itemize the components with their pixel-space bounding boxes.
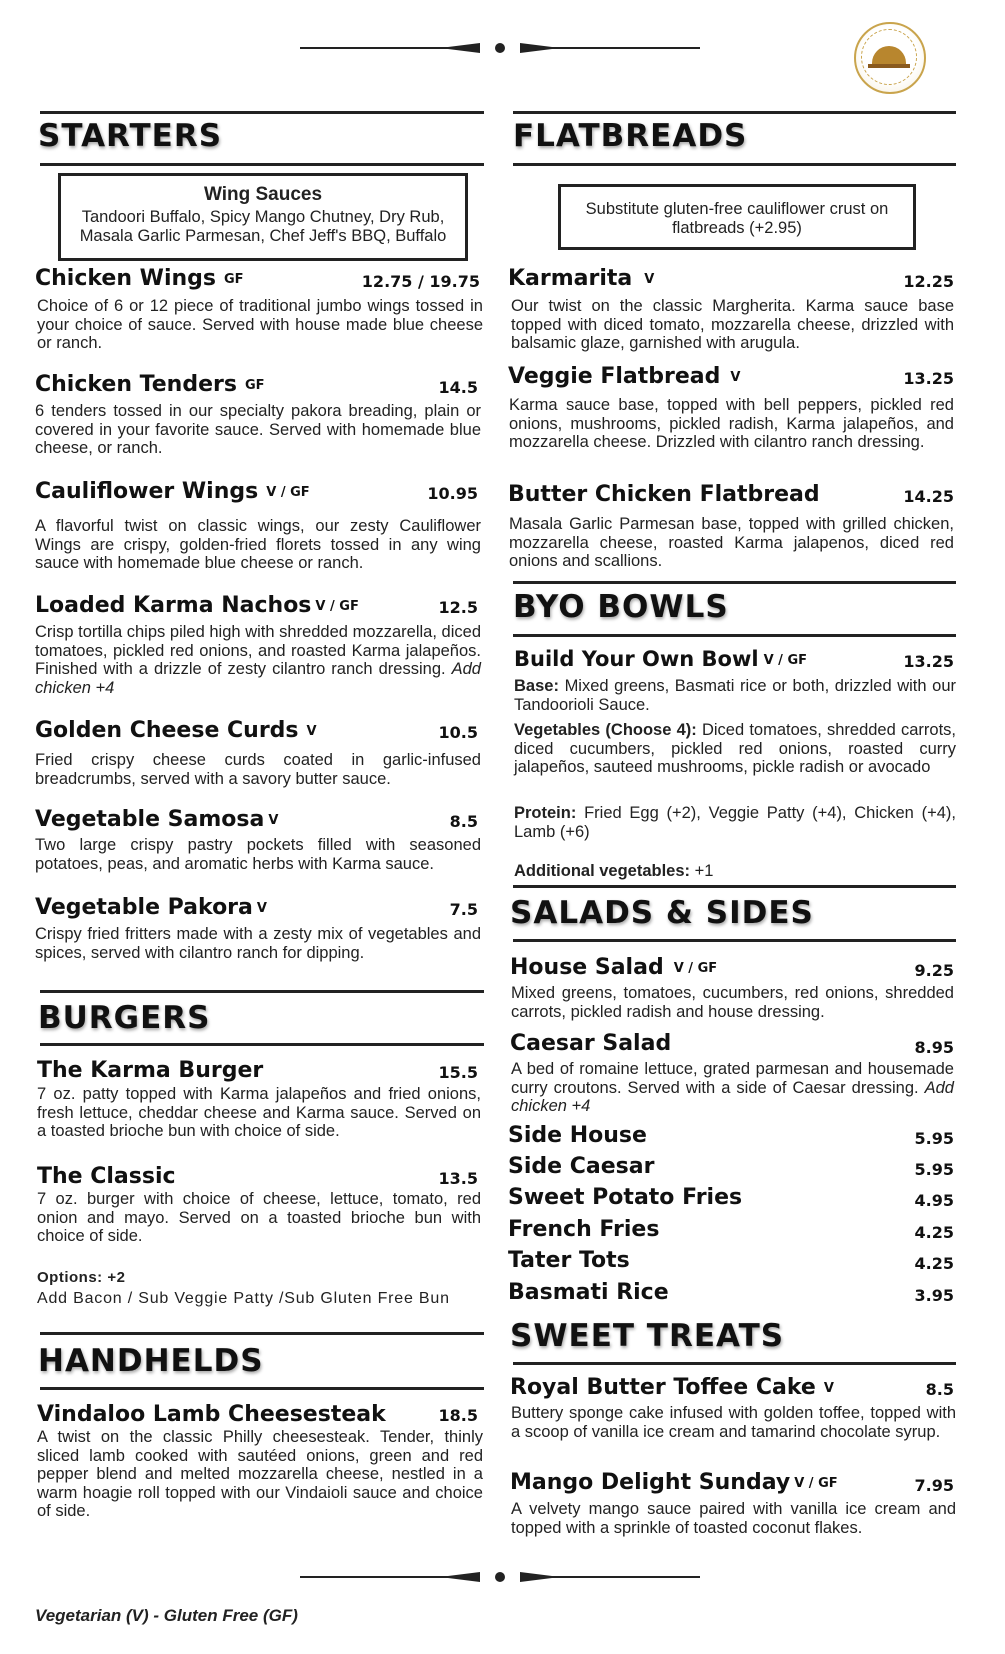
menu-item-description: Fried crispy cheese curds coated in garlic-infused breadcrumbs, served with a savory butter sauce. (35, 751, 481, 788)
menu-item-price: 15.5 (438, 1063, 478, 1082)
side-item-name: Sweet Potato Fries (508, 1185, 743, 1210)
divider (40, 1043, 484, 1046)
menu-item-name: Cauliflower Wings V / GF (35, 479, 310, 504)
bowl-base: Base: Mixed greens, Basmati rice or both, drizzled with our Tandoorioli Sauce. (514, 677, 957, 714)
menu-item-name: Chicken Tenders GF (35, 372, 265, 397)
side-item-name: Basmati Rice (508, 1280, 669, 1305)
menu-item-description: Our twist on the classic Margherita. Karma sauce base topped with diced tomato, mozzarella cheese, drizzled with balsamic glaze, garnished with arugula. (511, 297, 954, 352)
menu-item-name: The Karma Burger (37, 1058, 264, 1083)
section-title-starters: STARTERS (38, 118, 223, 154)
menu-item-price: 12.75 / 19.75 (361, 272, 480, 291)
menu-item-description: 7 oz. patty topped with Karma jalapeños and fried onions, fresh lettuce, cheddar cheese and Karma sauce. Served on a toasted brioche bun with choice of side. (37, 1085, 481, 1140)
section-title-sweet-treats: SWEET TREATS (510, 1318, 785, 1354)
menu-item-description: Masala Garlic Parmesan base, topped with grilled chicken, mozzarella cheese, roasted Karma jalapenos, diced red onions and scallions. (509, 515, 954, 570)
side-item-price: 4.25 (914, 1254, 954, 1273)
menu-item-price: 12.5 (438, 598, 478, 617)
menu-item-name: The Classic (37, 1164, 176, 1189)
menu-item-price: 7.95 (914, 1476, 954, 1495)
side-item-price: 3.95 (914, 1286, 954, 1305)
menu-item-description: 6 tenders tossed in our specialty pakora breading, plain or covered in your favorite sauce. Served with homemade blue cheese, or ranch. (35, 402, 481, 457)
menu-item-price: 14.25 (903, 487, 954, 506)
top-ornament (300, 38, 700, 58)
divider (40, 990, 484, 993)
menu-item-name: Karmarita V (508, 266, 655, 291)
menu-item-name: Mango Delight Sunday V / GF (510, 1470, 838, 1495)
menu-item-name: Build Your Own Bowl V / GF (514, 647, 807, 671)
divider (513, 581, 956, 584)
divider (40, 1387, 484, 1390)
menu-item-name: Vegetable Samosa V (35, 807, 279, 832)
menu-item-price: 18.5 (438, 1406, 478, 1425)
side-item-price: 5.95 (914, 1129, 954, 1148)
side-item-price: 4.25 (914, 1223, 954, 1242)
menu-item-price: 8.95 (914, 1038, 954, 1057)
divider (513, 111, 956, 114)
menu-item-name: Veggie Flatbread V (508, 364, 741, 389)
bowl-protein: Protein: Fried Egg (+2), Veggie Patty (+4), Chicken (+4), Lamb (+6) (514, 804, 956, 841)
menu-item-name: Chicken Wings GF (35, 266, 244, 291)
menu-item-name: Loaded Karma Nachos V / GF (35, 593, 359, 618)
side-item-name: Side Caesar (508, 1154, 655, 1179)
menu-item-price: 10.5 (438, 723, 478, 742)
menu-item-price: 10.95 (427, 484, 478, 503)
flatbread-note-text: Substitute gluten-free cauliflower crust on flatbreads (+2.95) (585, 200, 889, 237)
side-item-name: Side House (508, 1123, 647, 1148)
menu-item-description: Crisp tortilla chips piled high with shredded mozzarella, diced tomatoes, pickled red onions, and roasted Karma jalapeños. Finished with a drizzle of zesty cilantro ranch dressing. Add chicken +4 (35, 623, 481, 697)
menu-item-description: Buttery sponge cake infused with golden toffee, topped with a scoop of vanilla ice cream and tamarind chocolate syrup. (511, 1404, 956, 1441)
side-item-name: French Fries (508, 1217, 660, 1242)
menu-item-price: 8.5 (449, 812, 478, 831)
menu-item-description: 7 oz. burger with choice of cheese, lettuce, tomato, red onion and mayo. Served on a toasted brioche bun with choice of side. (37, 1190, 481, 1245)
bowl-vegetables: Vegetables (Choose 4): Diced tomatoes, shredded carrots, diced cucumbers, pickled red onions, roasted curry jalapeños, sauteed mushrooms, pickle radish or avocado (514, 721, 956, 776)
menu-item-name: Golden Cheese Curds V (35, 718, 317, 743)
divider (513, 634, 956, 637)
menu-item-price: 9.25 (914, 961, 954, 980)
menu-item-price: 14.5 (438, 378, 478, 397)
menu-item-description: Two large crispy pastry pockets filled with seasoned potatoes, peas, and aromatic herbs with Karma sauce. (35, 836, 481, 873)
wing-sauces-title: Wing Sauces (203, 184, 323, 205)
section-title-burgers: BURGERS (38, 1000, 211, 1036)
menu-item-description: Choice of 6 or 12 piece of traditional jumbo wings tossed in your choice of sauce. Served with house made blue cheese or ranch. (37, 297, 483, 352)
burger-options-label: Options: +2 (37, 1269, 126, 1286)
flatbread-note-box (558, 184, 916, 250)
bottom-ornament (300, 1567, 700, 1587)
restaurant-logo (854, 22, 926, 94)
bowl-additional: Additional vegetables: +1 (514, 862, 714, 880)
divider (513, 885, 956, 888)
menu-item-price: 13.25 (903, 652, 954, 671)
side-item-name: Tater Tots (508, 1248, 630, 1273)
menu-item-description: Crispy fried fritters made with a zesty mix of vegetables and spices, served with cilantro ranch for dipping. (35, 925, 481, 962)
wing-sauces-box (58, 173, 468, 261)
menu-item-description: A velvety mango sauce paired with vanilla ice cream and topped with a sprinkle of toasted coconut flakes. (511, 1500, 956, 1537)
section-title-salads-sides: SALADS & SIDES (510, 895, 814, 931)
divider (513, 1362, 956, 1365)
divider (40, 1332, 484, 1335)
menu-item-name: Caesar Salad (510, 1031, 672, 1056)
menu-item-description: Mixed greens, tomatoes, cucumbers, red onions, shredded carrots, pickled radish and house dressing. (511, 984, 954, 1021)
menu-item-description: A bed of romaine lettuce, grated parmesan and housemade curry croutons. Served with a side of Caesar dressing. Add chicken +4 (511, 1060, 954, 1115)
menu-item-price: 12.25 (903, 272, 954, 291)
menu-item-name: Vegetable Pakora V (35, 895, 267, 920)
divider (40, 111, 484, 114)
menu-item-description: A twist on the classic Philly cheesesteak. Tender, thinly sliced lamb cooked with sautéed onions, green and red pepper blend and melted mozzarella cheese, nestled in a warm hoagie roll topped with our Vindaioli sauce and choice of side. (37, 1428, 483, 1520)
menu-item-description: A flavorful twist on classic wings, our zesty Cauliflower Wings are crispy, golden-fried florets tossed in any wing sauce with homemade blue cheese or ranch. (35, 517, 481, 572)
divider (40, 163, 484, 166)
menu-item-name: Butter Chicken Flatbread (508, 482, 820, 507)
section-title-flatbreads: FLATBREADS (513, 118, 748, 154)
section-title-byo-bowls: BYO BOWLS (513, 589, 729, 625)
divider (513, 939, 956, 942)
burger-options-text: Add Bacon / Sub Veggie Patty /Sub Gluten Free Bun (37, 1290, 450, 1307)
menu-item-name: House Salad V / GF (510, 955, 718, 980)
menu-item-price: 7.5 (449, 900, 478, 919)
side-item-price: 4.95 (914, 1191, 954, 1210)
section-title-handhelds: HANDHELDS (38, 1343, 264, 1379)
menu-item-price: 13.25 (903, 369, 954, 388)
dietary-legend: Vegetarian (V) - Gluten Free (GF) (35, 1606, 298, 1625)
side-item-price: 5.95 (914, 1160, 954, 1179)
menu-item-price: 8.5 (925, 1380, 954, 1399)
wing-sauces-text: Tandoori Buffalo, Spicy Mango Chutney, Dry Rub, Masala Garlic Parmesan, Chef Jeff's BBQ, Buffalo (79, 208, 447, 245)
menu-item-price: 13.5 (438, 1169, 478, 1188)
menu-item-description: Karma sauce base, topped with bell peppers, pickled red onions, mushrooms, pickled radish, Karma jalapeños, and mozzarella cheese. Drizzled with cilantro ranch dressing. (509, 396, 954, 451)
menu-item-name: Vindaloo Lamb Cheesesteak (37, 1402, 386, 1427)
divider (513, 163, 956, 166)
menu-item-name: Royal Butter Toffee Cake V (510, 1375, 834, 1400)
